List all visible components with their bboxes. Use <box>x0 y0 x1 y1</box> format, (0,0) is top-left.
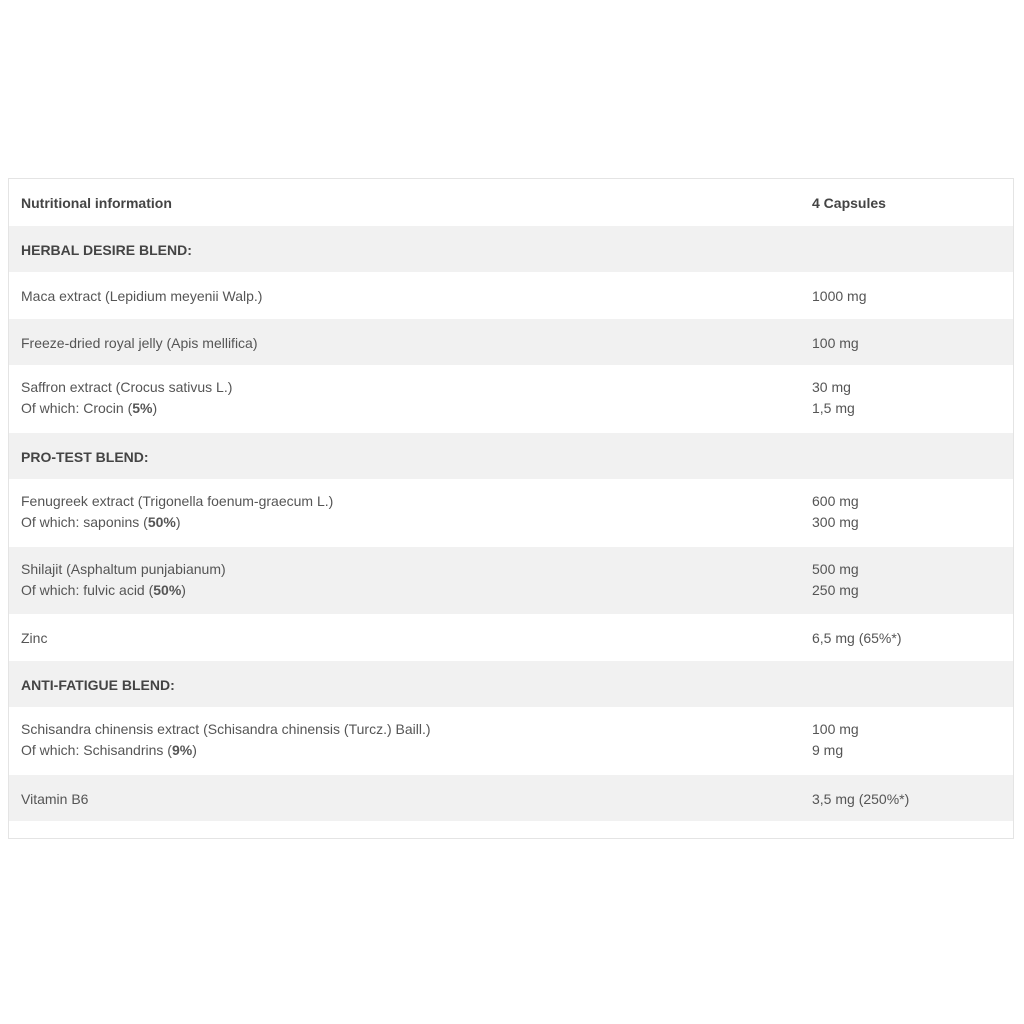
table-row-shilajit <box>9 547 1013 615</box>
ingredient-name: Freeze-dried royal jelly (Apis mellifica) <box>21 334 258 351</box>
sub-suffix: ) <box>175 514 181 530</box>
ingredient-amount: 6,5 mg (65%*) <box>812 630 902 646</box>
header-name: Nutritional information <box>21 195 172 211</box>
blend-title: ANTI-FATIGUE BLEND: <box>21 676 175 693</box>
sub-prefix: Of which: fulvic acid ( <box>21 581 154 598</box>
ingredient-amount-cell <box>812 377 1001 419</box>
table-row-fenugreek <box>9 479 1013 547</box>
ingredient-name: Zinc <box>21 630 48 646</box>
ingredient-sub-amount: 300 mg <box>812 514 859 530</box>
table-footer-spacer <box>9 821 1013 838</box>
header-amount: 4 Capsules <box>812 195 886 211</box>
ingredient-name: Vitamin B6 <box>21 790 89 807</box>
sub-percent: 50% <box>153 581 182 598</box>
table-row-maca <box>9 272 1013 319</box>
ingredient-amount-cell <box>812 719 1001 761</box>
ingredient-name: Saffron extract (Crocus sativus L.) <box>21 379 233 395</box>
ingredient-amount: 500 mg <box>812 560 859 577</box>
ingredient-name-cell <box>21 719 812 761</box>
ingredient-sub-amount: 250 mg <box>812 581 859 598</box>
ingredient-amount: 100 mg <box>812 721 859 737</box>
ingredient-name-cell <box>21 559 812 601</box>
sub-prefix: Of which: Schisandrins ( <box>21 742 172 758</box>
table-row-royal-jelly <box>9 319 1013 366</box>
ingredient-name-cell <box>21 377 812 419</box>
blend-row-anti-fatigue <box>9 661 1013 708</box>
ingredient-name: Fenugreek extract (Trigonella foenum-graecum L.) <box>21 493 334 509</box>
sub-suffix: ) <box>152 400 158 416</box>
table-row-zinc <box>9 614 1013 661</box>
blend-row-pro-test <box>9 433 1013 480</box>
table-row-schisandra <box>9 707 1013 775</box>
sub-percent: 5% <box>132 400 153 416</box>
ingredient-amount: 30 mg <box>812 379 851 395</box>
ingredient-name: Shilajit (Asphaltum punjabianum) <box>21 560 226 577</box>
ingredient-amount-cell <box>812 491 1001 533</box>
table-row-vitamin-b6 <box>9 775 1013 822</box>
ingredient-subline <box>21 580 812 601</box>
sub-percent: 9% <box>171 742 193 758</box>
ingredient-sub-amount: 1,5 mg <box>812 400 855 416</box>
blend-row-herbal-desire <box>9 226 1013 273</box>
nutrition-table <box>8 178 1014 839</box>
ingredient-amount-cell <box>812 559 1001 601</box>
sub-prefix: Of which: Crocin ( <box>21 400 133 416</box>
blend-title: HERBAL DESIRE BLEND: <box>21 241 192 258</box>
ingredient-name: Schisandra chinensis extract (Schisandra chinensis (Turcz.) Baill.) <box>21 721 431 737</box>
sub-suffix: ) <box>181 581 186 598</box>
ingredient-sub-amount: 9 mg <box>812 742 844 758</box>
ingredient-amount: 600 mg <box>812 493 859 509</box>
table-header-row <box>9 179 1013 226</box>
sub-prefix: Of which: saponins ( <box>21 514 148 530</box>
blend-title: PRO-TEST BLEND: <box>21 448 149 465</box>
ingredient-name-cell <box>21 491 812 533</box>
ingredient-subline <box>21 398 812 419</box>
sub-percent: 50% <box>147 514 176 530</box>
table-row-saffron <box>9 365 1013 433</box>
sub-suffix: ) <box>192 742 197 758</box>
ingredient-amount: 3,5 mg (250%*) <box>812 790 910 807</box>
ingredient-amount: 100 mg <box>812 334 859 351</box>
ingredient-subline <box>21 740 812 761</box>
ingredient-amount: 1000 mg <box>812 288 867 304</box>
ingredient-name: Maca extract (Lepidium meyenii Walp.) <box>21 288 263 304</box>
ingredient-subline <box>21 512 812 533</box>
